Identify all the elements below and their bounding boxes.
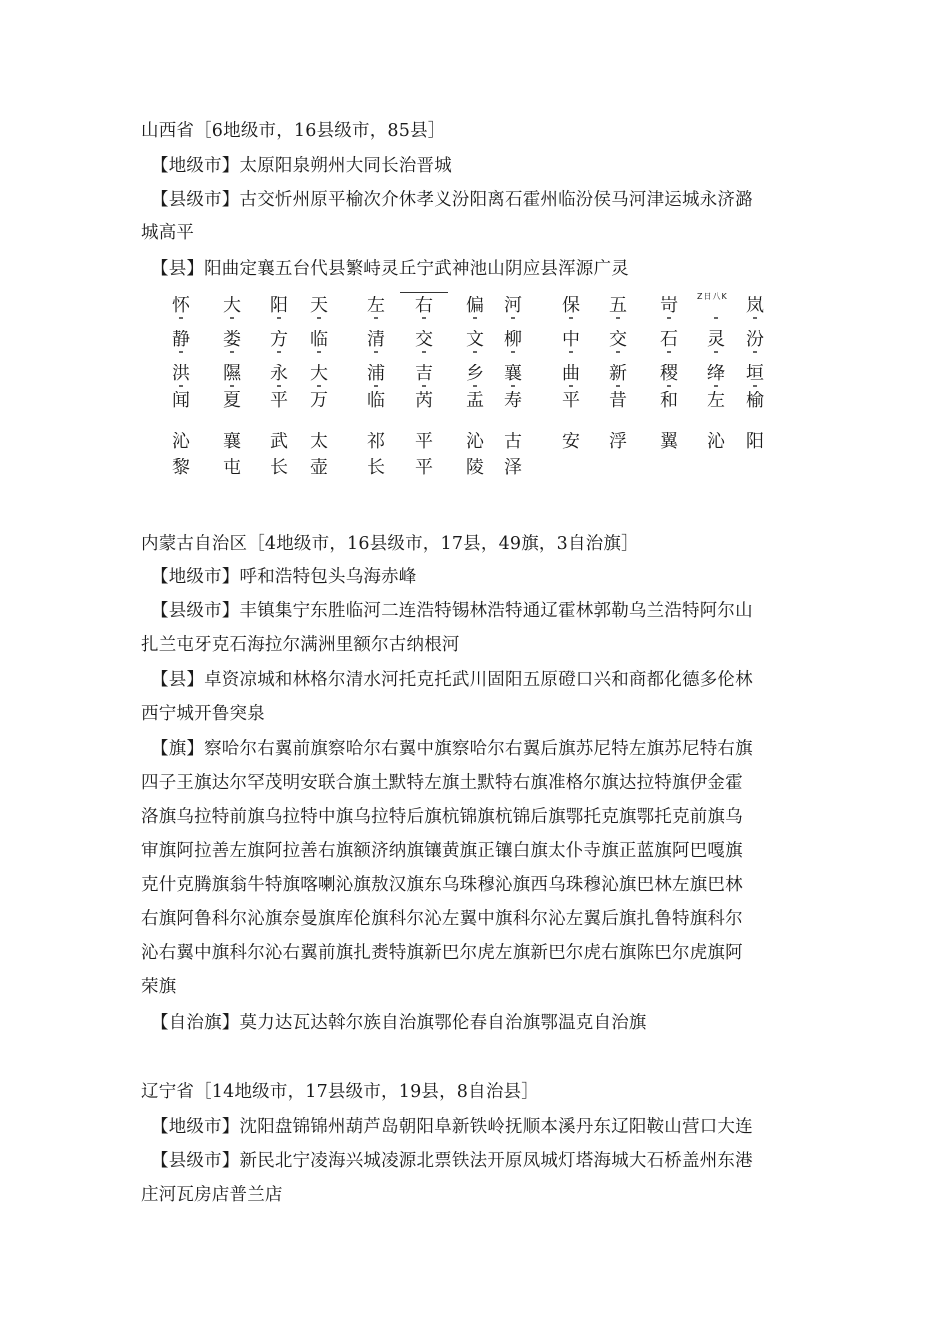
grid-column xyxy=(306,290,332,490)
grid-char: 怀 xyxy=(172,296,190,316)
grid-char: 娄 xyxy=(223,330,241,350)
grid-char: 岚 xyxy=(746,296,764,316)
stroke-fragment xyxy=(569,351,573,353)
stroke-fragment xyxy=(511,317,515,319)
stroke-fragment xyxy=(511,351,515,353)
grid-char: 祁 xyxy=(367,432,385,452)
stroke-fragment xyxy=(277,317,281,319)
shanxi-prefecture-line: 【地级市】太原阳泉朔州大同长治晋城 xyxy=(151,156,452,176)
grid-char: 浮 xyxy=(609,432,627,452)
neimenggu-county-city-line-cont: 扎兰屯牙克石海拉尔满洲里额尔古纳根河 xyxy=(141,635,460,655)
grid-column xyxy=(168,290,194,490)
grid-char: 河 xyxy=(504,296,522,316)
grid-char: 垣 xyxy=(746,364,764,384)
stroke-fragment xyxy=(714,351,718,353)
grid-char: 大 xyxy=(310,364,328,384)
grid-char: 沁 xyxy=(172,432,190,452)
grid-char: 泽 xyxy=(504,458,522,478)
shanxi-county-city-line-cont: 城高平 xyxy=(141,223,195,243)
neimenggu-heading: 内蒙古自治区［4地级市，16县级市，17县，49旗，3自治旗］ xyxy=(141,534,639,554)
grid-char: 方 xyxy=(270,330,288,350)
grid-char: 平 xyxy=(562,391,580,411)
liaoning-county-city-line-cont: 庄河瓦房店普兰店 xyxy=(141,1185,283,1205)
grid-char: 临 xyxy=(310,330,328,350)
stroke-fragment xyxy=(230,351,234,353)
grid-column xyxy=(656,290,682,490)
neimenggu-banner-line-4: 审旗阿拉善左旗阿拉善右旗额济纳旗镶黄旗正镶白旗太仆寺旗正蓝旗阿巴嘎旗 xyxy=(141,841,743,861)
neimenggu-banner-line-6: 右旗阿鲁科尔沁旗奈曼旗库伦旗科尔沁左翼中旗科尔沁左翼后旗扎鲁特旗科尔 xyxy=(141,909,743,929)
stroke-fragment xyxy=(374,317,378,319)
neimenggu-autonomous-banner-line: 【自治旗】莫力达瓦达斡尔族自治旗鄂伦春自治旗鄂温克自治旗 xyxy=(151,1013,647,1033)
grid-char: 平 xyxy=(415,432,433,452)
stroke-fragment xyxy=(753,385,757,387)
shanxi-heading: 山西省［6地级市，16县级市，85县］ xyxy=(141,121,446,141)
neimenggu-banner-line-3: 洛旗乌拉特前旗乌拉特中旗乌拉特后旗杭锦旗杭锦后旗鄂托克旗鄂托克前旗乌 xyxy=(141,807,743,827)
stroke-fragment xyxy=(473,385,477,387)
grid-char: 大 xyxy=(223,296,241,316)
stroke-fragment xyxy=(422,351,426,353)
neimenggu-banner-line-8: 荣旗 xyxy=(141,977,177,997)
stroke-fragment xyxy=(616,317,620,319)
grid-char: 太 xyxy=(310,432,328,452)
grid-char: 保 xyxy=(562,296,580,316)
grid-char: 静 xyxy=(172,330,190,350)
liaoning-county-city-line: 【县级市】新民北宁凌海兴城凌源北票铁法开原凤城灯塔海城大石桥盖州东港 xyxy=(151,1151,753,1171)
grid-char: 黎 xyxy=(172,458,190,478)
grid-column xyxy=(411,290,437,490)
grid-column xyxy=(462,290,488,490)
stroke-fragment xyxy=(374,385,378,387)
stroke-fragment xyxy=(374,351,378,353)
stroke-fragment xyxy=(422,385,426,387)
grid-char: 陵 xyxy=(466,458,484,478)
grid-column xyxy=(703,290,729,490)
stroke-fragment xyxy=(667,385,671,387)
stroke-fragment xyxy=(569,385,573,387)
liaoning-heading: 辽宁省［14地级市，17县级市，19县，8自治县］ xyxy=(141,1082,539,1102)
grid-char: 永 xyxy=(270,364,288,384)
grid-char: 平 xyxy=(415,458,433,478)
grid-char: 清 xyxy=(367,330,385,350)
stroke-fragment xyxy=(179,351,183,353)
grid-char: 长 xyxy=(270,458,288,478)
grid-char: 洪 xyxy=(172,364,190,384)
grid-char: 天 xyxy=(310,296,328,316)
grid-char: 中 xyxy=(562,330,580,350)
grid-char: 长 xyxy=(367,458,385,478)
grid-char: 寿 xyxy=(504,391,522,411)
grid-column xyxy=(605,290,631,490)
stroke-fragment xyxy=(511,385,515,387)
grid-char: 闻 xyxy=(172,391,190,411)
grid-column xyxy=(363,290,389,490)
grid-char: 沁 xyxy=(466,432,484,452)
grid-char: 夏 xyxy=(223,391,241,411)
grid-char: 临 xyxy=(367,391,385,411)
grid-char: 左 xyxy=(707,391,725,411)
shanxi-county-line: 【县】阳曲定襄五台代县繁峙灵丘宁武神池山阴应县浑源广灵 xyxy=(151,259,629,279)
stroke-fragment xyxy=(179,317,183,319)
stroke-fragment xyxy=(277,385,281,387)
stroke-fragment xyxy=(714,317,718,319)
stroke-fragment xyxy=(753,351,757,353)
grid-char: 吉 xyxy=(415,364,433,384)
stroke-fragment xyxy=(569,317,573,319)
grid-char: 屯 xyxy=(223,458,241,478)
grid-char: 隰 xyxy=(223,364,241,384)
grid-char: 翼 xyxy=(660,432,678,452)
stroke-fragment xyxy=(277,351,281,353)
stroke-fragment xyxy=(317,385,321,387)
grid-char: 乡 xyxy=(466,364,484,384)
grid-char: 汾 xyxy=(746,330,764,350)
shanxi-county-city-line: 【县级市】古交忻州原平榆次介休孝义汾阳离石霍州临汾侯马河津运城永济潞 xyxy=(151,190,753,210)
stroke-fragment xyxy=(422,317,426,319)
grid-char: 阳 xyxy=(270,296,288,316)
neimenggu-banner-line-7: 沁右翼中旗科尔沁右翼前旗扎赉特旗新巴尔虎左旗新巴尔虎右旗陈巴尔虎旗阿 xyxy=(141,943,743,963)
grid-char: 岢 xyxy=(660,296,678,316)
grid-char: 石 xyxy=(660,330,678,350)
grid-column xyxy=(500,290,526,490)
grid-char: 武 xyxy=(270,432,288,452)
stroke-fragment xyxy=(753,317,757,319)
grid-char: 曲 xyxy=(562,364,580,384)
stroke-fragment xyxy=(473,351,477,353)
stroke-fragment xyxy=(667,317,671,319)
stroke-fragment xyxy=(714,385,718,387)
neimenggu-banner-line: 【旗】察哈尔右翼前旗察哈尔右翼中旗察哈尔右翼后旗苏尼特左旗苏尼特右旗 xyxy=(151,739,753,759)
grid-char: 榆 xyxy=(746,391,764,411)
grid-char: 和 xyxy=(660,391,678,411)
stroke-fragment xyxy=(616,385,620,387)
grid-char: 沁 xyxy=(707,432,725,452)
grid-char: 襄 xyxy=(223,432,241,452)
grid-column xyxy=(266,290,292,490)
grid-char: 浦 xyxy=(367,364,385,384)
neimenggu-county-line: 【县】卓资凉城和林格尔清水河托克托武川固阳五原磴口兴和商都化德多伦林 xyxy=(151,670,753,690)
grid-char: 交 xyxy=(415,330,433,350)
grid-char: 稷 xyxy=(660,364,678,384)
grid-char: 五 xyxy=(609,296,627,316)
grid-char: 文 xyxy=(466,330,484,350)
grid-char: 偏 xyxy=(466,296,484,316)
grid-char: 芮 xyxy=(415,391,433,411)
grid-char: 灵 xyxy=(707,330,725,350)
stroke-fragment xyxy=(230,317,234,319)
stroke-fragment xyxy=(230,385,234,387)
stroke-fragment xyxy=(317,351,321,353)
stroke-fragment xyxy=(179,385,183,387)
neimenggu-banner-line-2: 四子王旗达尔罕茂明安联合旗土默特左旗土默特右旗准格尔旗达拉特旗伊金霍 xyxy=(141,773,743,793)
grid-char: 新 xyxy=(609,364,627,384)
grid-char: 阳 xyxy=(746,432,764,452)
grid-char: 襄 xyxy=(504,364,522,384)
grid-char: 绛 xyxy=(707,364,725,384)
grid-char: 万 xyxy=(310,391,328,411)
grid-char: 安 xyxy=(562,432,580,452)
liaoning-prefecture-line: 【地级市】沈阳盘锦锦州葫芦岛朝阳阜新铁岭抚顺本溪丹东辽阳鞍山营口大连 xyxy=(151,1117,753,1137)
neimenggu-banner-line-5: 克什克腾旗翁牛特旗喀喇沁旗敖汉旗东乌珠穆沁旗西乌珠穆沁旗巴林左旗巴林 xyxy=(141,875,743,895)
stroke-fragment xyxy=(667,351,671,353)
grid-column xyxy=(558,290,584,490)
grid-column xyxy=(742,290,768,490)
small-mark: Z日八K xyxy=(697,292,728,301)
grid-char: 右 xyxy=(415,296,433,316)
grid-column xyxy=(219,290,245,490)
grid-char: 壶 xyxy=(310,458,328,478)
grid-char: 交 xyxy=(609,330,627,350)
grid-char: 古 xyxy=(504,432,522,452)
neimenggu-county-line-cont: 西宁城开鲁突泉 xyxy=(141,704,265,724)
grid-char: 昔 xyxy=(609,391,627,411)
neimenggu-prefecture-line: 【地级市】呼和浩特包头乌海赤峰 xyxy=(151,567,417,587)
grid-char: 平 xyxy=(270,391,288,411)
stroke-fragment xyxy=(473,317,477,319)
stroke-fragment xyxy=(317,317,321,319)
neimenggu-county-city-line: 【县级市】丰镇集宁东胜临河二连浩特锡林浩特通辽霍林郭勒乌兰浩特阿尔山 xyxy=(151,601,753,621)
grid-char: 左 xyxy=(367,296,385,316)
stroke-fragment xyxy=(616,351,620,353)
grid-char: 柳 xyxy=(504,330,522,350)
grid-char: 盂 xyxy=(466,391,484,411)
